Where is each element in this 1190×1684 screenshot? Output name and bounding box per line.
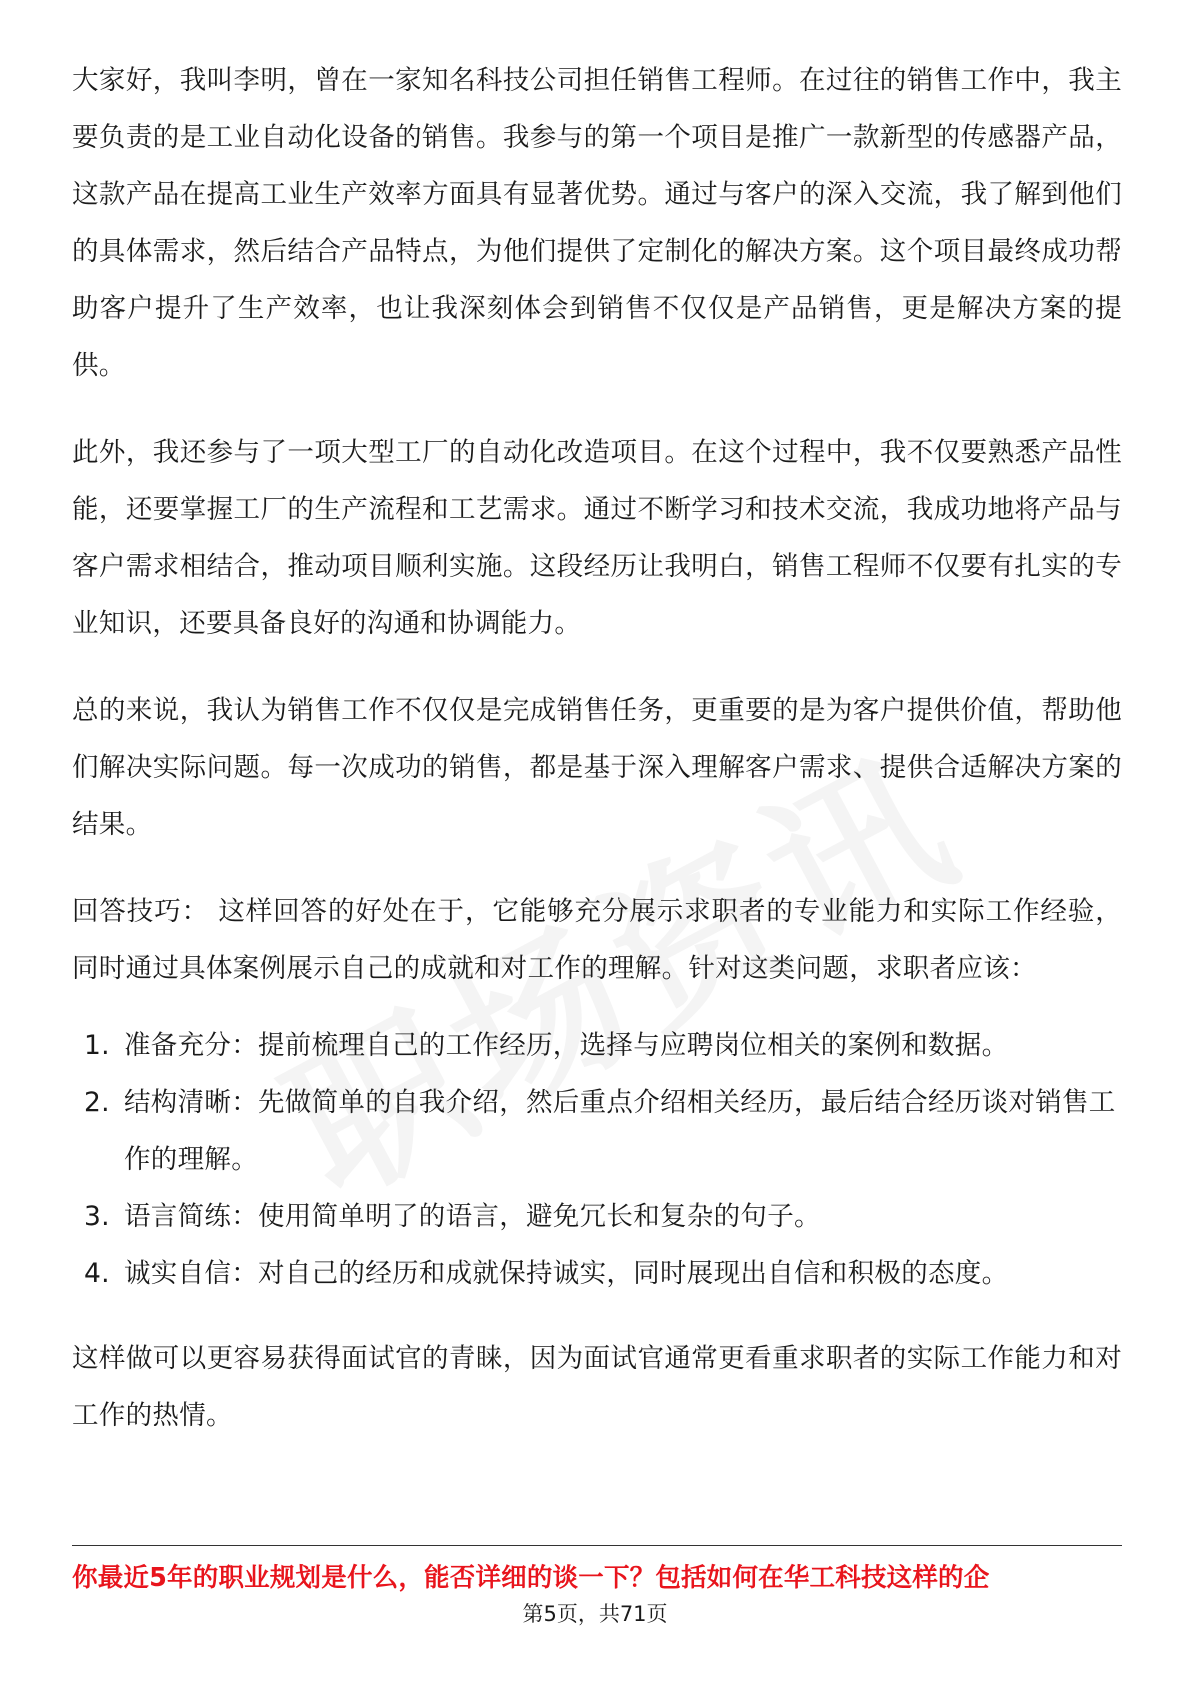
list-item-number: 4. — [84, 1258, 110, 1289]
list-item-text: 语言简练：使用简单明了的语言，避免冗长和复杂的句子。 — [124, 1201, 821, 1232]
tips-list — [72, 1017, 1122, 1302]
list-item-text: 诚实自信：对自己的经历和成就保持诚实，同时展现出自信和积极的态度。 — [124, 1258, 1009, 1289]
list-item-number: 3. — [84, 1201, 110, 1232]
paragraph-intro: 大家好，我叫李明，曾在一家知名科技公司担任销售工程师。在过往的销售工作中，我主要负责的是工业自动化设备的销售。我参与的第一个项目是推广一款新型的传感器产品，这款产品在提高工业生产效率方面具有显著优势。通过与客户的深入交流，我了解到他们的具体需求，然后结合产品特点，为他们提供了定制化的解决方案。这个项目最终成功帮助客户提升了生产效率，也让我深刻体会到销售不仅仅是产品销售，更是解决方案的提供。 — [72, 65, 1122, 381]
list-item-text: 结构清晰：先做简单的自我介绍，然后重点介绍相关经历，最后结合经历谈对销售工作的理解。 — [124, 1087, 1116, 1175]
list-item — [72, 1188, 1122, 1245]
page-number: 第5页，共71页 — [522, 1602, 668, 1626]
section-divider — [72, 1545, 1122, 1546]
list-item-number: 1. — [84, 1030, 110, 1061]
answer-content — [72, 52, 1122, 1474]
paragraph-project: 此外，我还参与了一项大型工厂的自动化改造项目。在这个过程中，我不仅要熟悉产品性能，还要掌握工厂的生产流程和工艺需求。通过不断学习和技术交流，我成功地将产品与客户需求相结合，推动项目顺利实施。这段经历让我明白，销售工程师不仅要有扎实的专业知识，还要具备良好的沟通和协调能力。 — [72, 437, 1122, 639]
paragraph-closing: 这样做可以更容易获得面试官的青睐，因为面试官通常更看重求职者的实际工作能力和对工作的热情。 — [72, 1343, 1122, 1431]
paragraph-summary: 总的来说，我认为销售工作不仅仅是完成销售任务，更重要的是为客户提供价值，帮助他们解决实际问题。每一次成功的销售，都是基于深入理解客户需求、提供合适解决方案的结果。 — [72, 695, 1122, 840]
next-question-heading: 你最近5年的职业规划是什么，能否详细的谈一下？包括如何在华工科技这样的企 — [72, 1563, 990, 1593]
list-item — [72, 1074, 1122, 1188]
list-item — [72, 1245, 1122, 1302]
list-item — [72, 1017, 1122, 1074]
list-item-number: 2. — [84, 1087, 110, 1118]
paragraph-tips-intro: 回答技巧： 这样回答的好处在于，它能够充分展示求职者的专业能力和实际工作经验，同时通过具体案例展示自己的成就和对工作的理解。针对这类问题，求职者应该： — [72, 896, 1122, 984]
list-item-text: 准备充分：提前梳理自己的工作经历，选择与应聘岗位相关的案例和数据。 — [124, 1030, 1009, 1061]
